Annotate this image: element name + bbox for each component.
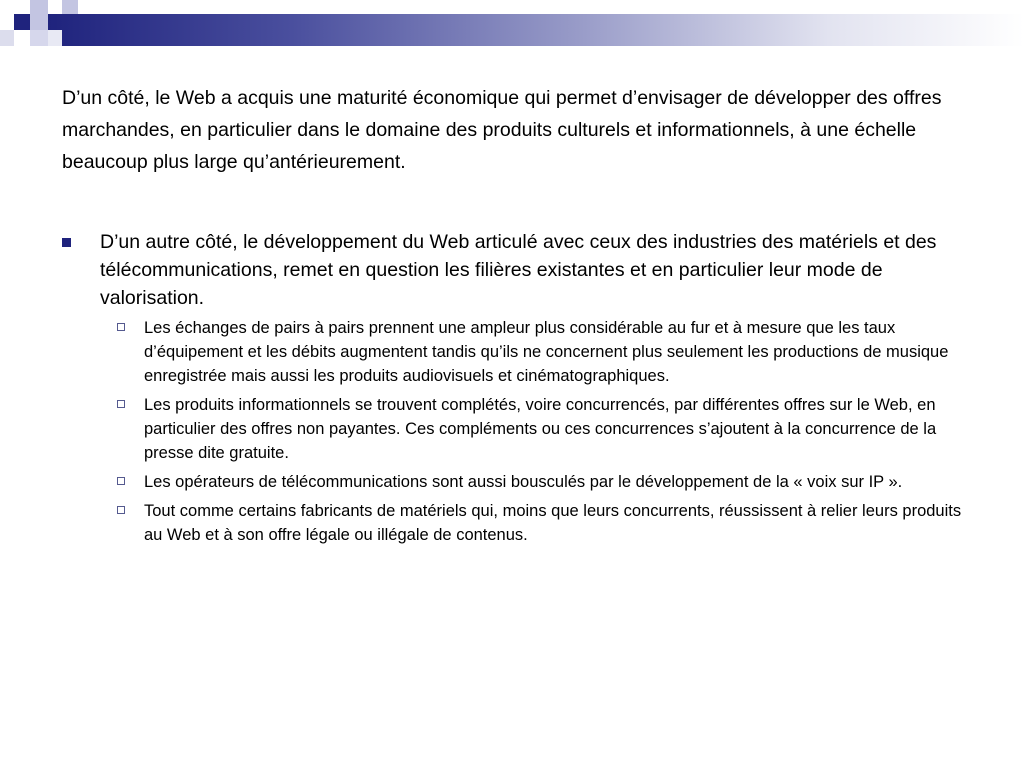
hollow-square-bullet-icon [117,506,125,514]
hollow-square-bullet-icon [117,323,125,331]
sub-bullet-text: Les opérateurs de télécommunications sont aussi bousculés par le développement de la « voix sur IP ». [144,473,903,491]
decorative-square [30,0,48,30]
sub-bullet-text: Les échanges de pairs à pairs prennent une ampleur plus considérable au fur et à mesure que les taux d’équipement et les débits augmentent tandis qu’ils ne concernent plus seulement les productions de musique enregistrée mais aussi les produits audiovisuels et cinématographiques. [144,319,949,385]
bullet-text: D’un autre côté, le développement du Web articulé avec ceux des industries des matériels et des télécommunications, remet en question les filières existantes et en particulier leur mode de valorisation. [100,231,937,309]
sub-bullet-item [100,316,962,388]
hollow-square-bullet-icon [117,477,125,485]
decorative-square [48,30,62,46]
decorative-square [30,30,48,46]
sub-bullet-item [100,499,962,547]
sub-bullet-text: Les produits informationnels se trouvent complétés, voire concurrencés, par différentes offres sur le Web, en particulier des offres non payantes. Ces compléments ou ces concurrences s’ajoutent à la concurrence de la presse dite gratuite. [144,396,937,462]
hollow-square-bullet-icon [117,400,125,408]
sub-bullet-item [100,470,962,494]
decorative-square [62,0,78,14]
sub-bullet-text: Tout comme certains fabricants de matériels qui, moins que leurs concurrents, réussissent à relier leurs produits au Web et à son offre légale ou illégale de contenus. [144,502,962,544]
decorative-square-dark [14,14,30,30]
header-gradient-bar [48,14,1024,46]
decorative-square [0,30,14,46]
sub-bullet-list [100,316,962,547]
sub-bullet-item [100,393,962,465]
bullet-item [62,228,962,547]
filled-square-bullet-icon [62,238,71,247]
intro-paragraph: D’un côté, le Web a acquis une maturité économique qui permet d’envisager de développer des offres marchandes, en particulier dans le domaine des produits culturels et informationnels, à une échelle beaucoup plus large qu’antérieurement. [62,87,942,173]
bullet-list [62,228,962,552]
